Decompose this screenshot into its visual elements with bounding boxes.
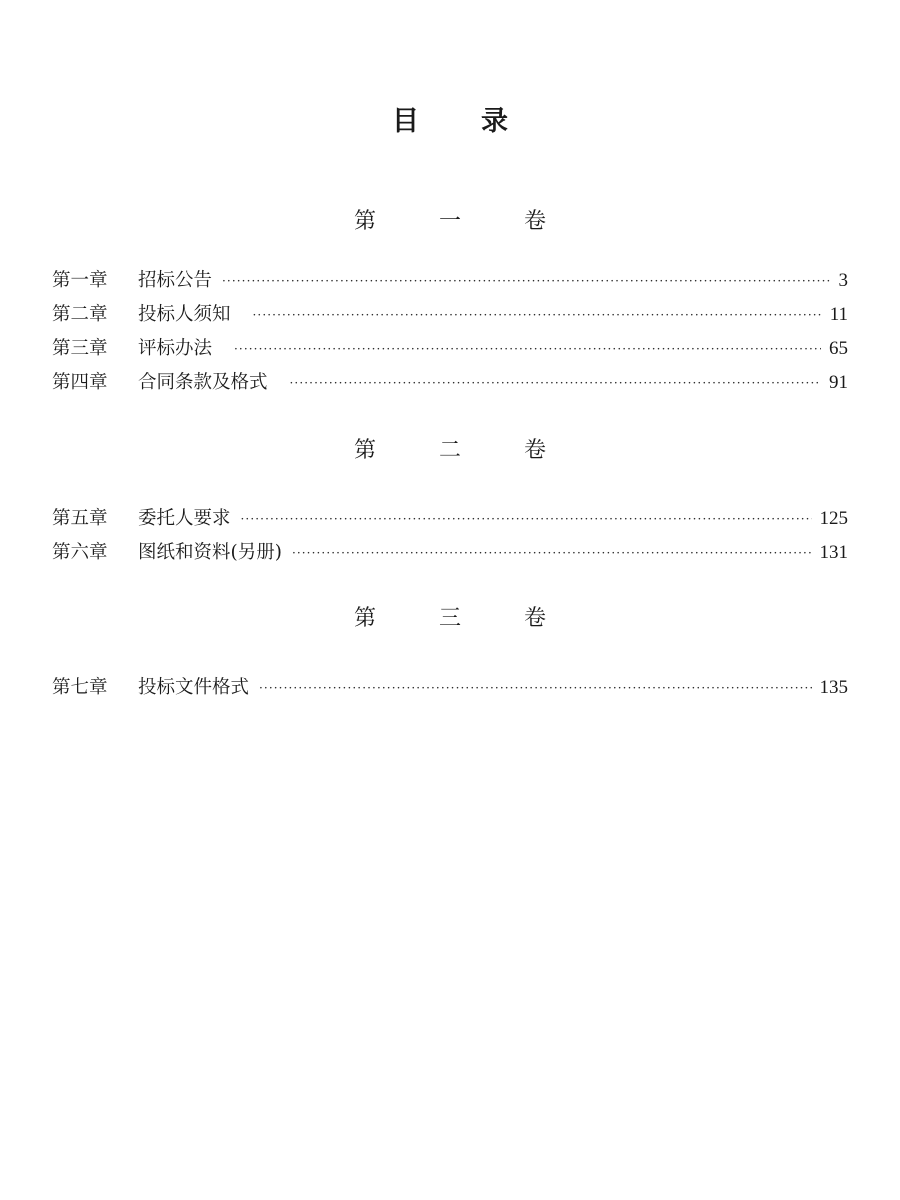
volume-heading-3: 第 三 卷 [354,606,574,631]
chapter-title: 合同条款及格式 [138,372,268,393]
page-number: 131 [819,542,848,563]
page-number: 91 [829,372,848,393]
volume-heading-2: 第 二 卷 [354,438,574,463]
chapter-number: 第五章 [52,508,108,529]
page-title-char-1: 目 [392,106,481,137]
chapter-title: 投标人须知 [138,304,231,325]
toc-entry[interactable] [52,368,848,402]
chapter-title: 投标文件格式 [138,677,250,698]
chapter-title: 委托人要求 [138,508,231,529]
page-title [0,102,900,142]
dot-leader [222,266,830,296]
chapter-number: 第七章 [52,677,108,698]
page-number: 135 [819,677,848,698]
page-number: 65 [829,338,848,359]
chapter-title: 图纸和资料(另册) [138,542,282,563]
chapter-number: 第一章 [52,270,108,291]
dot-leader [253,300,822,330]
toc-entry[interactable] [52,266,848,300]
toc-entry[interactable] [52,504,848,538]
chapter-number: 第六章 [52,542,108,563]
chapter-title: 评标办法 [138,338,213,359]
chapter-number: 第四章 [52,372,108,393]
toc-list-volume-3 [52,673,848,707]
dot-leader [241,504,812,534]
toc-entry[interactable] [52,538,848,572]
page-number: 125 [819,508,848,529]
chapter-number: 第三章 [52,338,108,359]
page-number: 3 [838,270,848,291]
toc-entry[interactable] [52,334,848,368]
dot-leader [259,673,811,703]
toc-entry[interactable] [52,673,848,707]
dot-leader [290,368,821,398]
toc-entry[interactable] [52,300,848,334]
volume-heading-1: 第 一 卷 [354,209,574,234]
toc-list-volume-2 [52,504,848,572]
dot-leader [292,538,812,568]
page-title-char-2: 录 [481,106,570,137]
chapter-number: 第二章 [52,304,108,325]
page-number: 11 [829,304,848,325]
toc-list-volume-1 [52,266,848,402]
dot-leader [234,334,821,364]
chapter-title: 招标公告 [138,270,213,291]
